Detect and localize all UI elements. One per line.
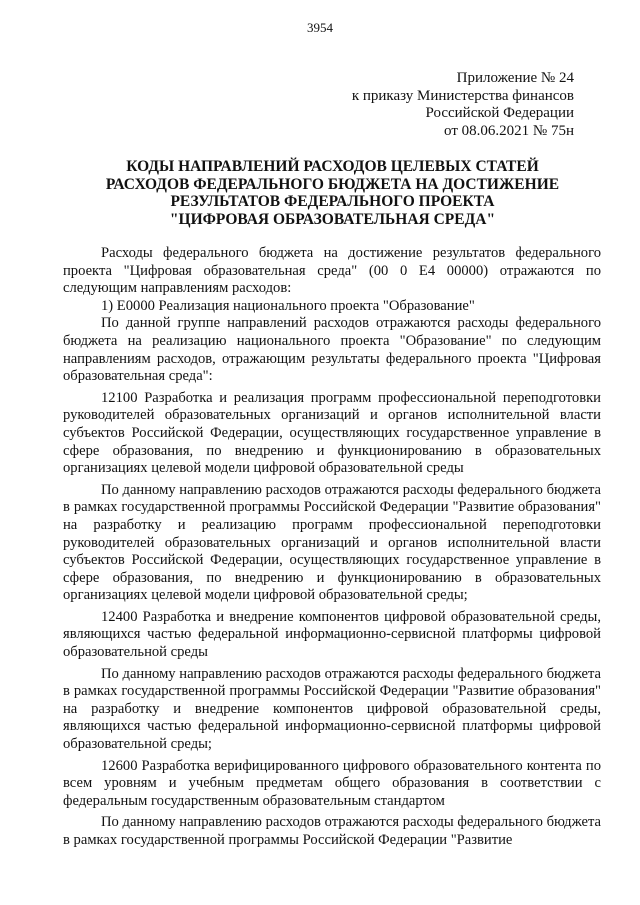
- appendix-line: от 08.06.2021 № 75н: [444, 122, 574, 139]
- body-paragraph: По данному направлению расходов отражаются расходы федерального бюджета в рамках государственной программы Российской Федерации "Развитие образования" на разработку и внедрение компонентов цифровой образовательной среды, являющихся частью федеральной информационно-сервисной платформы цифровой образовательной среды;: [63, 665, 601, 753]
- body-paragraph: Расходы федерального бюджета на достижение результатов федерального проекта "Цифровая образовательная среда" (00 0 Е4 00000) отражаются по следующим направлениям расходов:: [63, 245, 601, 297]
- title-line: "ЦИФРОВАЯ ОБРАЗОВАТЕЛЬНАЯ СРЕДА": [169, 210, 496, 228]
- document-body: [63, 245, 601, 850]
- appendix-line: Российской Федерации: [425, 105, 574, 121]
- body-paragraph: 12400 Разработка и внедрение компонентов цифровой образовательной среды, являющихся частью федеральной информационно-сервисной платформы цифровой образовательной среды: [63, 608, 601, 661]
- title-line: РЕЗУЛЬТАТОВ ФЕДЕРАЛЬНОГО ПРОЕКТА: [170, 193, 495, 210]
- body-paragraph: 1) Е0000 Реализация национального проекта "Образование": [101, 297, 475, 314]
- appendix-reference: [352, 70, 574, 140]
- title-line: КОДЫ НАПРАВЛЕНИЙ РАСХОДОВ ЦЕЛЕВЫХ СТАТЕЙ: [126, 158, 539, 175]
- appendix-line: к приказу Министерства финансов: [351, 87, 574, 104]
- body-paragraph: По данному направлению расходов отражаются расходы федерального бюджета в рамках государственной программы Российской Федерации "Развитие: [63, 814, 601, 848]
- body-paragraph: 12600 Разработка верифицированного цифрового образовательного контента по всем уровням и учебным предметам общего образования в соответствии с федеральным государственным образовательным стандартом: [63, 757, 601, 809]
- body-paragraph: По данной группе направлений расходов отражаются расходы федерального бюджета на реализацию национального проекта "Образование" по следующим направлениям расходов, отражающим результаты федерального проекта "Цифровая образовательная среда":: [63, 315, 601, 385]
- body-paragraph: 12100 Разработка и реализация программ профессиональной переподготовки руководителей образовательных организаций и органов исполнительной власти субъектов Российской Федерации, осуществляющих государственное управление в сфере образования, по внедрению и функционированию в образовательных организациях целевой модели цифровой образовательной среды: [63, 389, 601, 477]
- document-title: [60, 158, 605, 228]
- title-line: РАСХОДОВ ФЕДЕРАЛЬНОГО БЮДЖЕТА НА ДОСТИЖЕНИЕ: [105, 175, 560, 193]
- page-number: 3954: [307, 20, 333, 35]
- appendix-line: Приложение № 24: [456, 70, 574, 86]
- body-paragraph: По данному направлению расходов отражаются расходы федерального бюджета в рамках государственной программы Российской Федерации "Развитие образования" на разработку и реализацию программ профессиональной переподготовки руководителей образовательных организаций и органов исполнительной власти субъектов Российской Федерации, осуществляющих государственное управление в сфере образования, по внедрению и функционированию в образовательных организациях целевой модели цифровой образовательной среды;: [63, 481, 601, 604]
